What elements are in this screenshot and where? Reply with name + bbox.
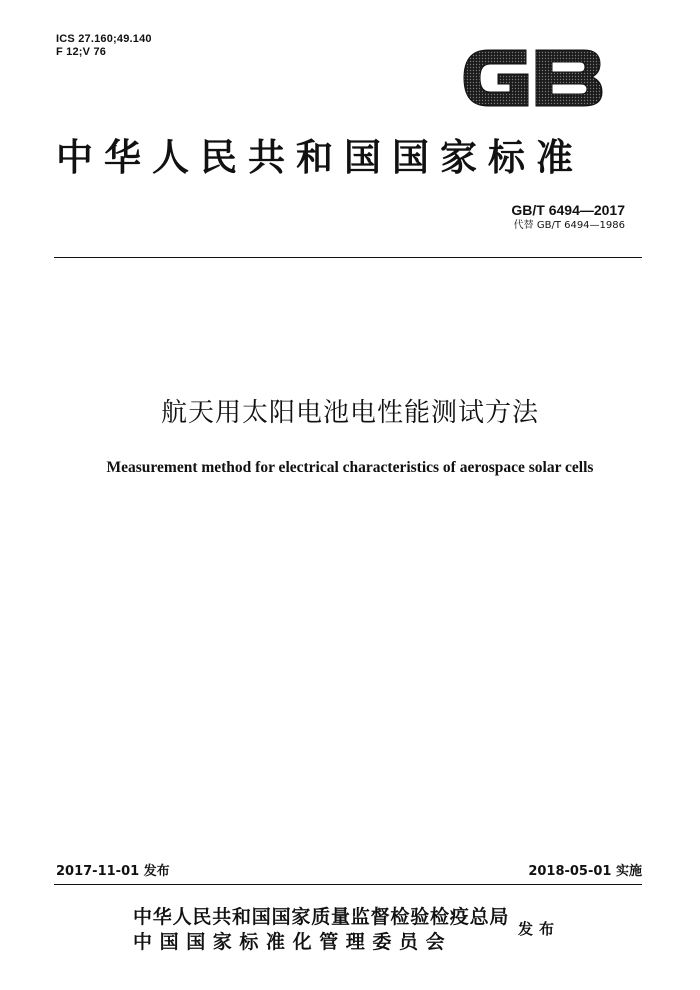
issue-verb: 发布 bbox=[518, 920, 561, 938]
issuer-sac: 中国国家标准化管理委员会 bbox=[133, 931, 453, 953]
gb-logo bbox=[460, 42, 605, 114]
bottom-divider bbox=[54, 884, 642, 885]
ics-code: ICS 27.160;49.140 bbox=[56, 33, 152, 45]
gb-logo-letter-b bbox=[536, 50, 602, 106]
classification-codes bbox=[56, 33, 152, 59]
issue-date: 2017-11-01 发布 bbox=[56, 864, 170, 879]
top-divider bbox=[54, 257, 642, 258]
document-title-english: Measurement method for electrical characteristics of aerospace solar cells bbox=[106, 459, 594, 476]
issuer-aqsiq: 中华人民共和国国家质量监督检验检疫总局 bbox=[133, 906, 510, 928]
standard-category-title: 中华人民共和国国家标准 bbox=[56, 136, 584, 179]
implementation-date: 2018-05-01 实施 bbox=[528, 864, 642, 879]
standard-number: GB/T 6494—2017 bbox=[511, 202, 625, 218]
gb-logo-letter-g bbox=[464, 50, 528, 106]
document-title-chinese: 航天用太阳电池电性能测试方法 bbox=[160, 398, 539, 428]
replaces-standard: 代替 GB/T 6494—1986 bbox=[513, 220, 625, 231]
ccs-code: F 12;V 76 bbox=[56, 46, 107, 58]
